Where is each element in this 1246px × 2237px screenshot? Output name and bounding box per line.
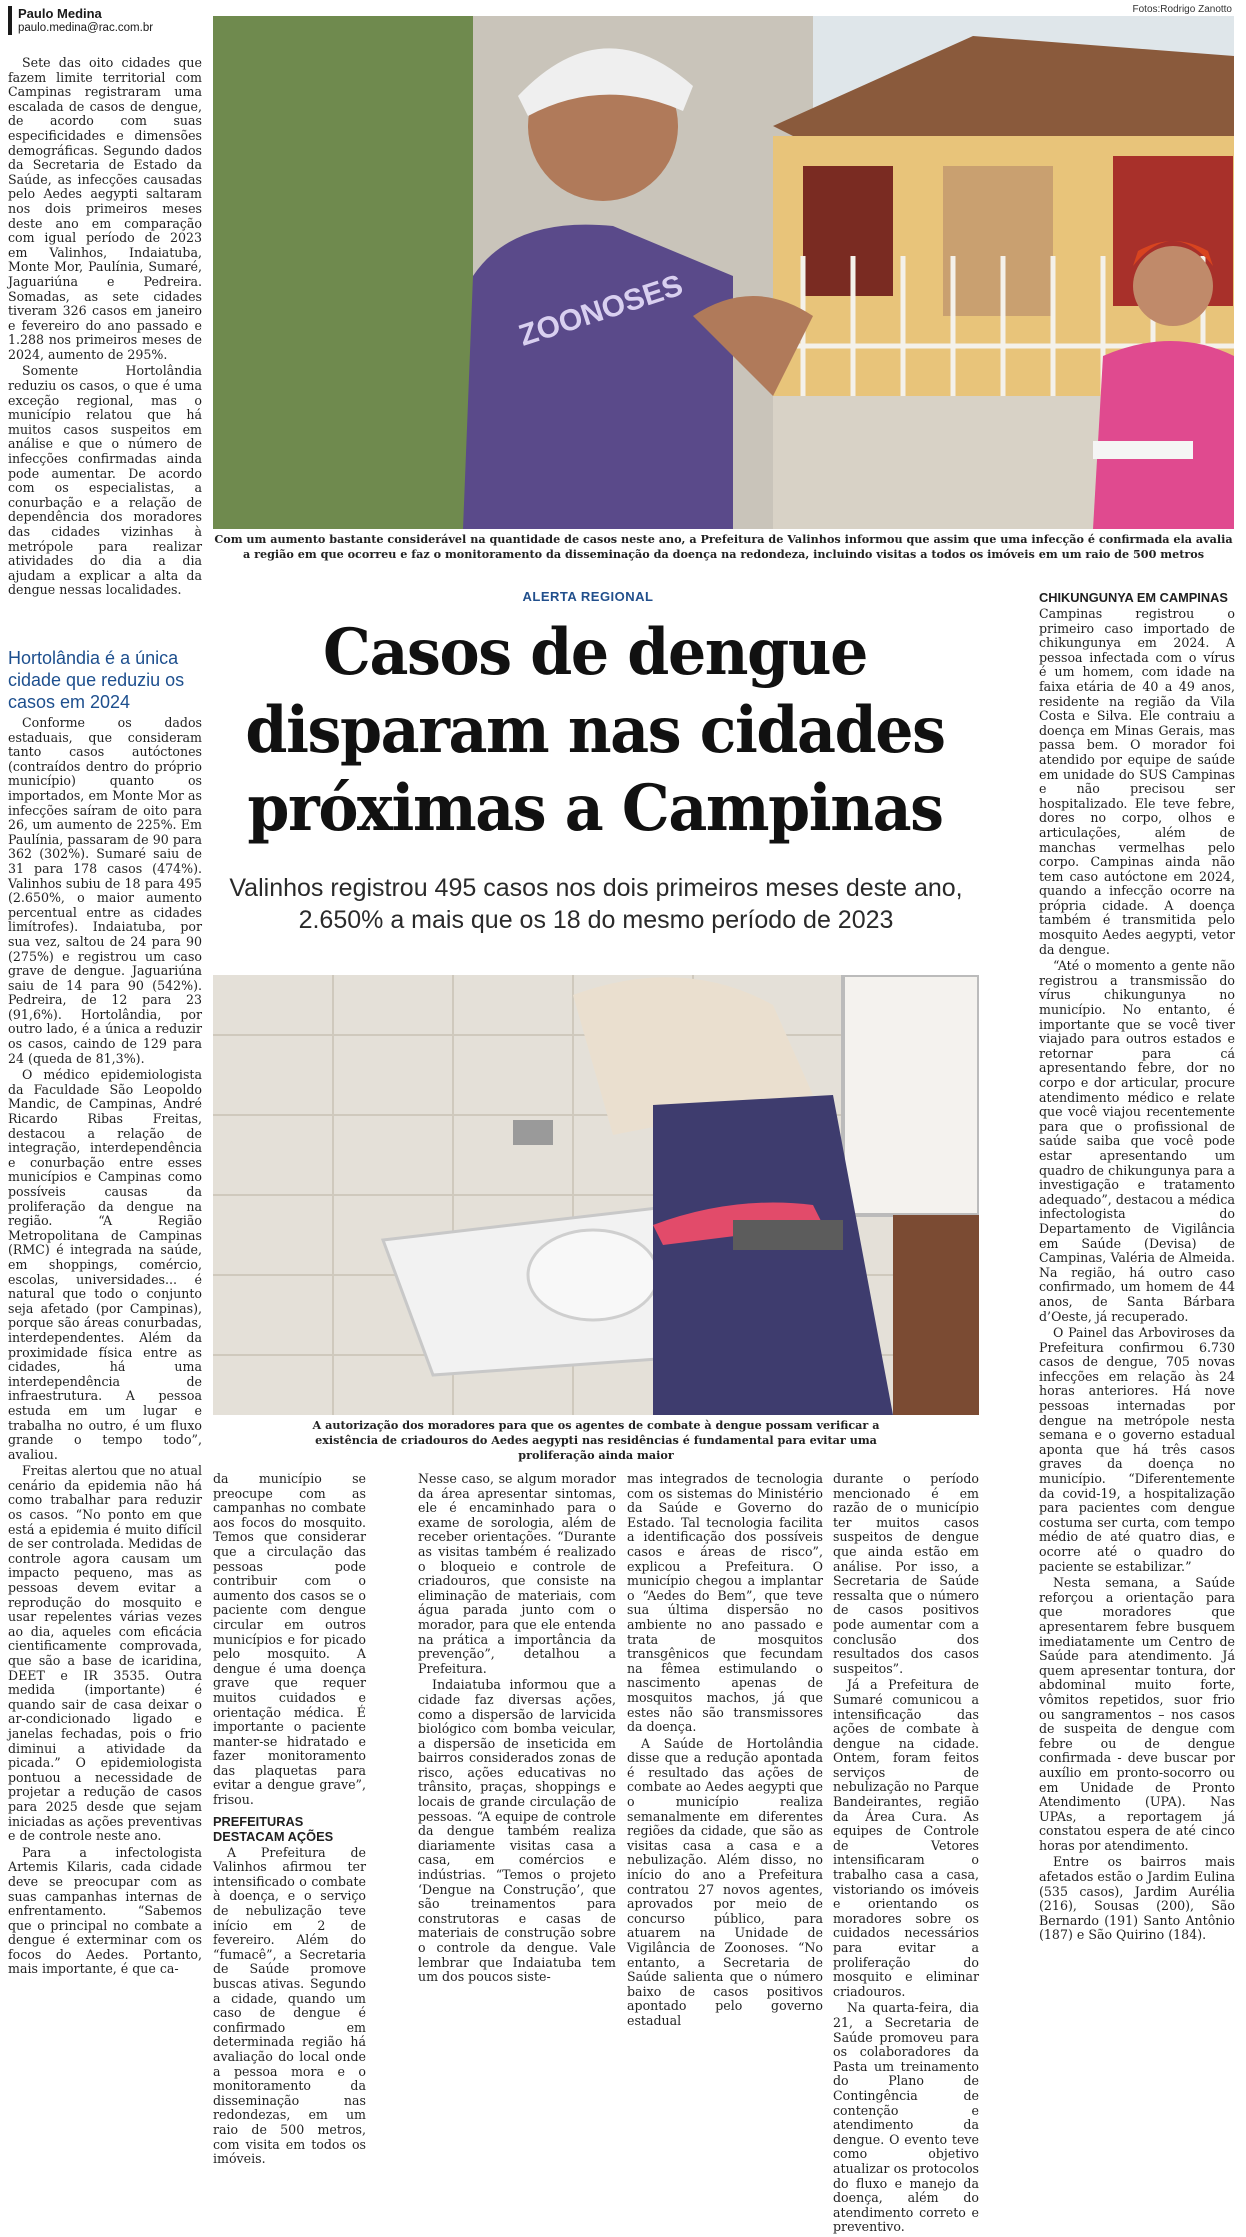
paragraph: Nesta semana, a Saúde reforçou a orientação para que moradores que apresentarem febre busquem imediatamente um Centro de Saúde para atendimento. Já quem apresentar tontura, dor abdominal muito forte, vômitos repetidos, suor frio ou sangramentos – nos casos de suspeita de dengue com febre ou de dengue confirmada - deve buscar por auxílio em pronto-socorro ou em Unidade de Pronto Atendimento (UPA). Nas UPAs, a reportagem já constatou espera de até cinco horas por atendimento.	[1039, 1575, 1235, 1853]
paragraph: A Saúde de Hortolândia disse que a redução apontada é resultado das ações de combate ao Aedes aegypti que o município realiza semanalmente em diferentes regiões da cidade, que são as visitas casa a casa e a nebulização. Além disso, no início do ano a Prefeitura contratou 27 novos agentes, aprovados por meio de concurso público, para atuarem na Unidade de Vigilância de Zoonoses. “No entanto, a Secretaria de Saúde salienta que o número baixo de casos positivos apontado pelo governo estadual	[627, 1735, 823, 2028]
photo-credit: Fotos:Rodrigo Zanotto	[1132, 4, 1232, 15]
photo-agent-visit-caption: Com um aumento bastante considerável na quantidade de casos neste ano, a Prefeitura de Valinhos informou que assim que uma infecção é confirmada ela avalia a região em que ocorreu e faz o monitoramento da disseminação da doença na redondeza, incluindo visitas a todos os imóveis em um raio de 500 metros	[214, 532, 1233, 561]
paragraph: Conforme os dados estaduais, que consideram tanto casos autóctones (contraídos dentro do próprio município) quanto os importados, em Monte Mor as infecções saíram de oito para 26, um aumento de 225%. Em Paulínia, passaram de 90 para 362 (302%). Sumaré saiu de 31 para 178 casos (474%). Valinhos subiu de 18 para 495 (2.650%, o maior aumento percentual entre as cidades limítrofes). Indaiatuba, por sua vez, saltou de 24 para 90 (275%) e registrou um caso grave de dengue. Jaguariúna saiu de 14 para 90 (542%). Pedreira, de 12 para 23 (91,6%). Hortolândia, por outro lado, é a única a reduzir os casos, caindo de 129 para 24 (queda de 81,3%).	[8, 715, 202, 1066]
column-3	[418, 1472, 616, 1987]
paragraph: Somente Hortolândia reduziu os casos, o que é uma exceção regional, mas o município relatou que há muitos casos suspeitos em análise e que o número de infecções confirmadas ainda pode aumentar. De acordo com os especialistas, a conurbação e a relação de dependência dos moradores das cidades vizinhas à metrópole para realizar atividades do dia a dia ajudam a explicar a alta da dengue nessas localidades.	[8, 363, 202, 598]
paragraph: Nesse caso, se algum morador da área apresentar sintomas, ele é encaminhado para o exame de sorologia, além de receber orientações. “Durante as visitas também é realizado o bloqueio e controle de criadouros, que consiste na eliminação de materiais, com água parada junto com o morador, para que ele entenda na prática a importância da prevenção”, detalhou a Prefeitura.	[418, 1471, 616, 1676]
column-1-top	[8, 56, 202, 600]
paragraph: Freitas alertou que no atual cenário da epidemia não há como trabalhar para reduzir os casos. “No ponto em que está a epidemia é muito difícil de ser controlada. Medidas de controle agora causam um impacto pequeno, mas as pessoas devem evitar a reprodução do mosquito e usar repelentes várias vezes ao dia, aqueles com eficácia cientificamente comprovada, que são a base de icaridina, DEET e IR 3535. Outra medida (importante) é quando sair de casa deixar o ar-condicionado ligado e janelas fechadas, pois o frio diminui a atividade da picada.” O epidemiologista pontuou a necessidade de projetar a redução de casos para 2025 desde que sejam iniciadas as ações preventivas e de controle neste ano.	[8, 1463, 202, 1844]
paragraph: mas integrados de tecnologia com os sistemas do Ministério da Saúde e Governo do Estado. Tal tecnologia facilita a identificação dos possíveis casos e áreas de risco”, explicou a Prefeitura. O município chegou a implantar o “Aedes do Bem”, que teve sua última dispersão no ambiente no ano passado e trata de mosquitos transgênicos que fecundam na fêmea estimulando o nascimento apenas de mosquitos machos, já que estes não são transmissores da doença.	[627, 1471, 823, 1735]
paragraph: durante o período mencionado é em razão de o município ter muitos casos suspeitos de dengue que ainda estão em análise. Por isso, a Secretaria de Saúde ressalta que o número de casos positivos pode aumentar com a conclusão dos resultados dos casos suspeitos”.	[833, 1471, 979, 1676]
paragraph: O Painel das Arboviroses da Prefeitura confirmou 6.730 casos de dengue, 705 novas infecções em relação às 24 horas anteriores. Há nove pessoas internadas por dengue na metrópole nesta semana e o governo estadual aponta que há três casos graves da doença no município. “Diferentemente da covid-19, a hospitalização para pacientes com dengue costuma ser curta, com tempo médio de até quatro dias, e ocorre até o quadro do paciente se estabilizar.”	[1039, 1325, 1235, 1574]
paragraph: da município se preocupe com as campanhas no combate aos focos do mosquito. Temos que considerar que a circulação das pessoas pode contribuir com o aumento dos casos se o paciente com dengue circular em outros municípios e for picado pelo mosquito. A dengue é uma doença grave que requer muitos cuidados e orientação médica. É importante o paciente manter-se hidratado e fazer monitoramento das plaquetas para evitar a dengue grave”, frisou.	[213, 1471, 366, 1808]
photo-agent-vest-text: ZOONOSES	[514, 268, 687, 353]
photo-agent-inspection-caption: A autorização dos moradores para que os agentes de combate à dengue possam verificar a existência de criadouros do Aedes aegypti nas residências é fundamental para evitar uma proliferação ainda maior	[312, 1418, 880, 1462]
column-6	[1039, 590, 1235, 1945]
photo-agent-visit-illustration	[213, 16, 1234, 529]
paragraph: Campinas registrou o primeiro caso importado de chikungunya em 2024. A pessoa infectada com o vírus é um homem, com idade na faixa etária de 40 a 49 anos, residente na região da Vila Costa e Silva. Ele contraiu a doença em Minas Gerais, mas passa bem. O morador foi atendido por equipe de saúde em unidade do SUS Campinas e não precisou ser hospitalizado. Ele teve febre, dores no corpo, olhos e articulações, além de manchas vermelhas pelo corpo. Campinas ainda não tem caso autóctone em 2024, quando a infecção ocorre na própria cidade. A doença também é transmitida pelo mosquito Aedes aegypti, vetor da dengue.	[1039, 606, 1235, 957]
paragraph: Já a Prefeitura de Sumaré comunicou a intensificação das ações de combate à dengue na cidade. Ontem, foram feitos serviços de nebulização no Parque Bandeirantes, região da Área Cura. As equipes de Controle de Vetores intensificaram o trabalho casa a casa, vistoriando os imóveis e orientando os moradores sobre os cuidados necessários para evitar a proliferação do mosquito e eliminar criadouros.	[833, 1677, 979, 1999]
author-name: Paulo Medina	[18, 6, 102, 21]
subheadline: Valinhos registrou 495 casos nos dois primeiros meses deste ano, 2.650% a mais que os 18 do mesmo período de 2023	[229, 874, 963, 934]
author-byline	[8, 6, 153, 35]
paragraph: Na quarta-feira, dia 21, a Secretaria de Saúde promoveu para os colaboradores da Pasta um treinamento do Plano de Contingência de contenção e atendimento da dengue. O evento teve como objetivo atualizar os protocolos do fluxo e manejo da doença, além do atendimento correto e preventivo.	[833, 2000, 979, 2235]
paragraph: O médico epidemiologista da Faculdade São Leopoldo Mandic, de Campinas, André Ricardo Ribas Freitas, destacou a relação de integração, interdependência e conurbação entre esses municípios e Campinas como possíveis causas da proliferação da dengue na região. “A Região Metropolitana de Campinas (RMC) é integrada na saúde, em shoppings, comércio, escolas, universidades... é natural que todo o conjunto seja afetado (por Campinas), porque são áreas conurbadas, interdependentes. Além da proximidade física entre as cidades, há uma interdependência de infraestrutura. A pessoa estuda em um lugar e trabalha no outro, é um fluxo grande o tempo todo”, avaliou.	[8, 1067, 202, 1462]
author-email[interactable]: paulo.medina@rac.com.br	[18, 22, 154, 34]
column-4	[627, 1472, 823, 2031]
photo-agent-visit	[213, 16, 1234, 529]
paragraph: Para a infectologista Artemis Kilaris, cada cidade deve se preocupar com as suas campanhas internas de enfrentamento. “Sabemos que o principal no combate a dengue é exterminar com os focos do Aedes. Portanto, mais importante, é que ca-	[8, 1844, 202, 1977]
section-subtitle: PREFEITURAS DESTACAM AÇÕES	[213, 1813, 334, 1844]
paragraph: Indaiatuba informou que a cidade faz diversas ações, como a dispersão de larvicida biológico com bomba veicular, a dispersão de inseticida em bairros considerados zonas de risco, ações educativas no trânsito, praças, shoppings e locais de grande circulação de pessoas. “A equipe de controle da dengue também realiza diariamente visitas casa a casa, em comércios e indústrias. “Temos o projeto ‘Dengue na Construção’, que são treinamentos para construtoras e casas de materiais de construção sobre o controle da dengue. Vale lembrar que Indaiatuba tem um dos poucos siste-	[418, 1677, 616, 1985]
column-2	[213, 1472, 366, 2169]
sidebar-heading: Hortolândia é a única cidade que reduziu os casos em 2024	[8, 648, 185, 712]
photo-agent-inspection	[213, 975, 979, 1415]
paragraph: Sete das oito cidades que fazem limite territorial com Campinas registraram uma escalada de casos de dengue, de acordo com suas especificidades e dimensões demográficas. Segundo dados da Secretaria de Estado da Saúde, as infecções causadas pelo Aedes aegypti saltaram nos dois primeiros meses deste ano em comparação com igual período de 2023 em Valinhos, Indaiatuba, Monte Mor, Paulínia, Sumaré, Jaguariúna e Pedreira. Somadas, as sete cidades tiveram 326 casos em janeiro e fevereiro do ano passado e 1.288 nos primeiros meses de 2024, aumento de 295%.	[8, 55, 202, 362]
paragraph: A Prefeitura de Valinhos afirmou ter intensificado o combate à doença, e o serviço de nebulização teve início em 2 de fevereiro. Além do “fumacê”, a Secretaria de Saúde promove buscas ativas. Segundo a cidade, quando um caso de dengue é confirmado em determinada região há avaliação do local onde a pessoa mora e o monitoramento da disseminação nas redondezas, em um raio de 500 metros, com visita em todos os imóveis.	[213, 1844, 366, 2167]
photo-agent-inspection-illustration	[213, 975, 979, 1415]
kicker: ALERTA REGIONAL	[522, 589, 654, 604]
column-1-bottom	[8, 716, 202, 1979]
column-5	[833, 1472, 979, 2237]
paragraph: Entre os bairros mais afetados estão o Jardim Eulina (535 casos), Jardim Aurélia (216), Sousas (200), São Bernardo (191) Santo Antônio (187) e São Quirino (184).	[1039, 1854, 1235, 1943]
headline: Casos de dengue disparam nas cidades próximas a Campinas	[245, 615, 945, 846]
paragraph: “Até o momento a gente não registrou a transmissão do vírus chikungunya no município. No entanto, é importante que se você tiver viajado para outros estados e retornar para cá apresentando febre, dor no corpo e dor articular, procure atendimento médico e relate que você viajou recentemente para que o profissional de saúde saiba que você pode estar apresentando um quadro de chikungunya para a investigação e tratamento adequado”, destacou a médica infectologista do Departamento de Vigilância em Saúde (Devisa) de Campinas, Valéria de Almeida. Na região, há outro caso confirmado, um homem de 44 anos, de Santa Bárbara d’Oeste, já recuperado.	[1039, 958, 1235, 1324]
section-subtitle: CHIKUNGUNYA EM CAMPINAS	[1039, 590, 1228, 605]
